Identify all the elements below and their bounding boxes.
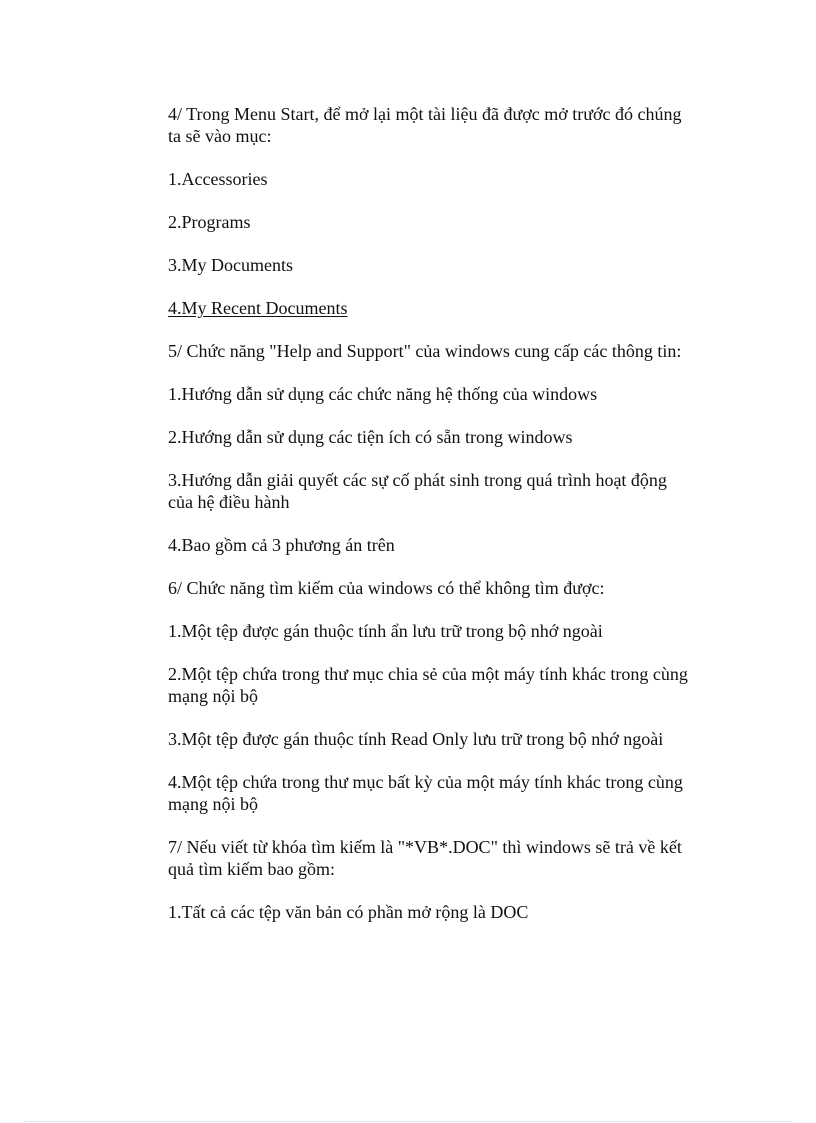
question-5-option-2: 2.Hướng dẫn sử dụng các tiện ích có sẵn trong windows	[168, 427, 573, 447]
question-4-option-4-answer: 4.My Recent Documents	[168, 298, 348, 318]
question-5-option-3: 3.Hướng dẫn giải quyết các sự cố phát sinh trong quá trình hoạt động của hệ điều hành	[168, 470, 667, 512]
question-7-prompt: 7/ Nếu viết từ khóa tìm kiếm là "*VB*.DOC" thì windows sẽ trả về kết quả tìm kiếm bao gồm:	[168, 837, 682, 879]
question-4-option-3: 3.My Documents	[168, 255, 293, 275]
question-4-prompt: 4/ Trong Menu Start, để mở lại một tài liệu đã được mở trước đó chúng ta sẽ vào mục:	[168, 104, 682, 146]
document-body	[168, 103, 688, 944]
question-6-option-4: 4.Một tệp chứa trong thư mục bất kỳ của một máy tính khác trong cùng mạng nội bộ	[168, 772, 683, 814]
question-6-option-2: 2.Một tệp chứa trong thư mục chia sẻ của một máy tính khác trong cùng mạng nội bộ	[168, 664, 688, 706]
page-bottom-divider	[24, 1121, 792, 1122]
question-5-option-1: 1.Hướng dẫn sử dụng các chức năng hệ thống của windows	[168, 384, 598, 404]
question-6-option-3: 3.Một tệp được gán thuộc tính Read Only lưu trữ trong bộ nhớ ngoài	[168, 729, 664, 749]
question-6-option-1: 1.Một tệp được gán thuộc tính ẩn lưu trữ trong bộ nhớ ngoài	[168, 621, 603, 641]
question-5-option-4: 4.Bao gồm cả 3 phương án trên	[168, 535, 395, 555]
question-7-option-1: 1.Tất cả các tệp văn bản có phần mở rộng là DOC	[168, 902, 529, 922]
question-5-prompt: 5/ Chức năng "Help and Support" của windows cung cấp các thông tin:	[168, 341, 682, 361]
question-4-option-1: 1.Accessories	[168, 169, 268, 189]
question-4-option-2: 2.Programs	[168, 212, 251, 232]
question-6-prompt: 6/ Chức năng tìm kiếm của windows có thể không tìm được:	[168, 578, 605, 598]
